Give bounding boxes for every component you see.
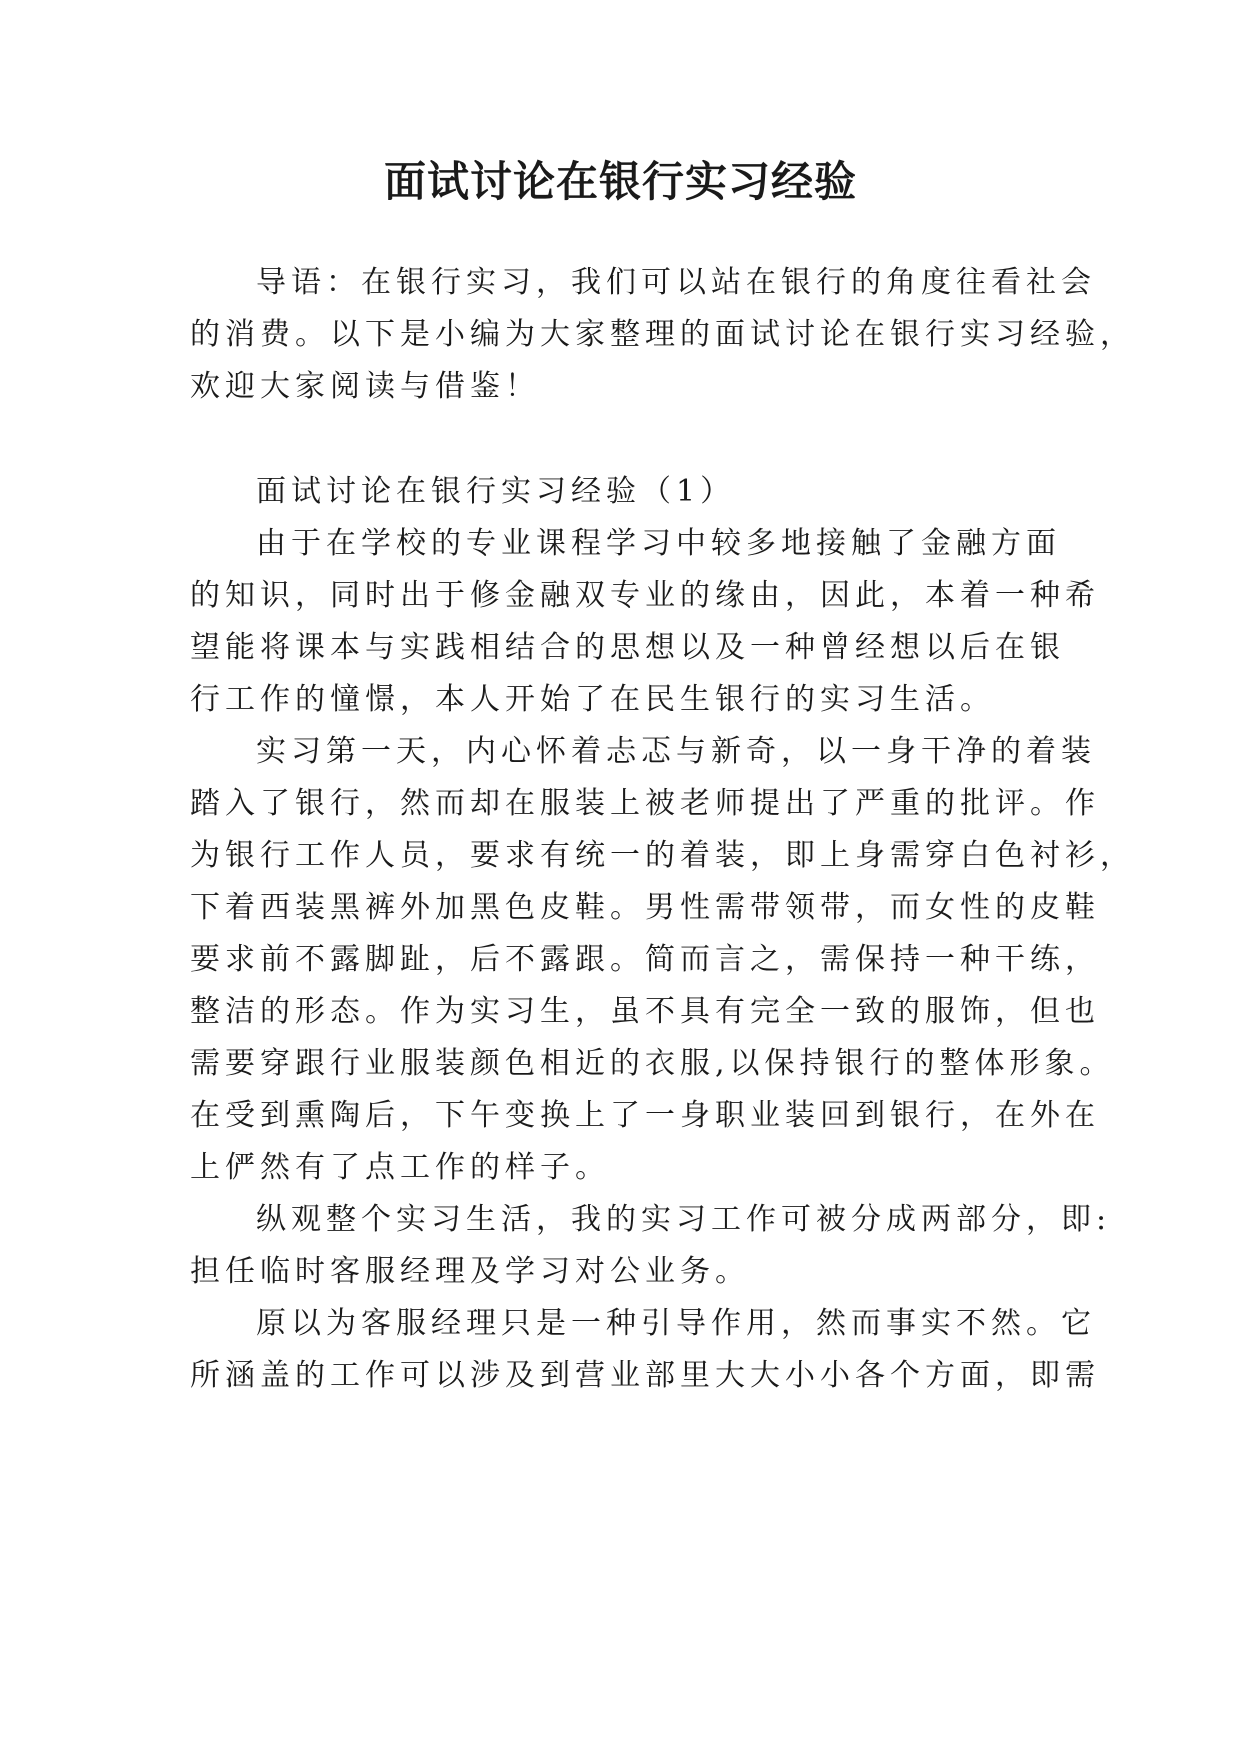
paragraph-line: 上俨然有了点工作的样子。	[190, 1150, 610, 1185]
paragraph-line: 踏入了银行，然而却在服装上被老师提出了严重的批评。作	[190, 786, 1100, 821]
intro-line: 的消费。以下是小编为大家整理的面试讨论在银行实习经验，	[190, 317, 1135, 352]
document-title: 面试讨论在银行实习经验	[383, 157, 857, 206]
paragraph-line: 由于在学校的专业课程学习中较多地接触了金融方面	[256, 526, 1061, 561]
paragraph-line: 整洁的形态。作为实习生，虽不具有完全一致的服饰，但也	[190, 994, 1100, 1029]
paragraph-line: 要求前不露脚趾，后不露跟。简而言之，需保持一种干练，	[190, 942, 1100, 977]
intro-line: 导语：在银行实习，我们可以站在银行的角度往看社会	[256, 265, 1096, 300]
paragraph-line: 为银行工作人员，要求有统一的着装，即上身需穿白色衬衫，	[190, 838, 1135, 873]
paragraph-line: 需要穿跟行业服装颜色相近的衣服,以保持银行的整体形象。	[190, 1046, 1115, 1081]
paragraph-line: 原以为客服经理只是一种引导作用，然而事实不然。它	[256, 1306, 1096, 1341]
paragraph-line: 所涵盖的工作可以涉及到营业部里大大小小各个方面，即需	[190, 1358, 1100, 1393]
paragraph-line: 在受到熏陶后，下午变换上了一身职业装回到银行，在外在	[190, 1098, 1100, 1133]
paragraph-line: 纵观整个实习生活，我的实习工作可被分成两部分，即:	[256, 1202, 1112, 1237]
paragraph-line: 行工作的憧憬，本人开始了在民生银行的实习生活。	[190, 682, 995, 717]
paragraph-line: 担任临时客服经理及学习对公业务。	[190, 1254, 750, 1289]
intro-line: 欢迎大家阅读与借鉴！	[190, 369, 540, 404]
paragraph-line: 下着西装黑裤外加黑色皮鞋。男性需带领带，而女性的皮鞋	[190, 890, 1100, 925]
paragraph-line: 的知识，同时出于修金融双专业的缘由，因此，本着一种希	[190, 578, 1100, 613]
paragraph-line: 望能将课本与实践相结合的思想以及一种曾经想以后在银	[190, 630, 1065, 665]
paragraph-line: 实习第一天，内心怀着忐忑与新奇，以一身干净的着装	[256, 734, 1096, 769]
section-heading: 面试讨论在银行实习经验（1）	[256, 474, 736, 509]
